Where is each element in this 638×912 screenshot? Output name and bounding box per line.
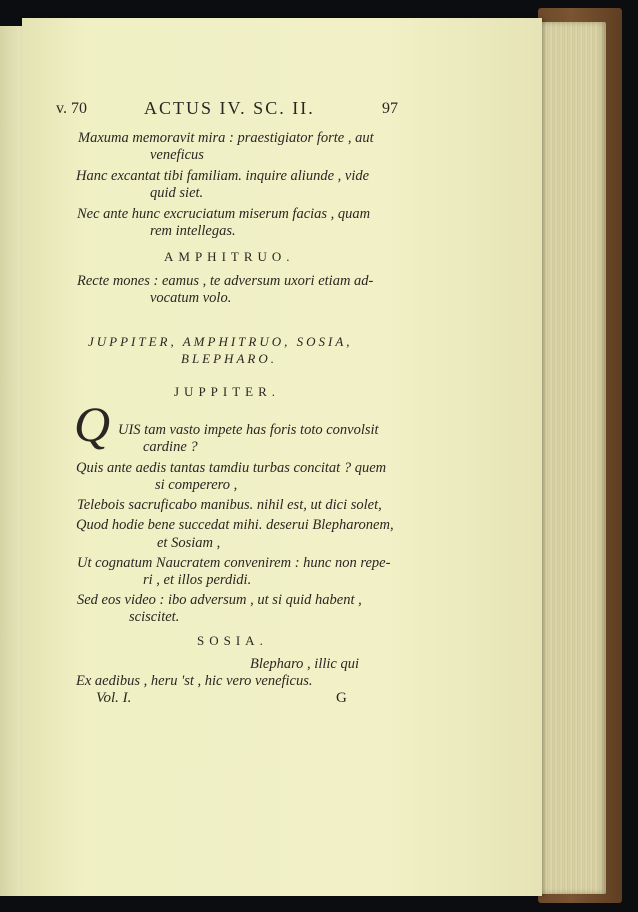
verse-line: vocatum volo. — [150, 290, 232, 306]
verse-line: Quis ante aedis tantas tamdiu turbas concitat ? quem — [76, 460, 387, 476]
verse-line: Maxuma memoravit mira : praestigiator forte , aut — [78, 130, 374, 146]
speaker-name: JUPPITER. — [174, 384, 281, 399]
verse-line: cardine ? — [143, 439, 198, 455]
header-title: ACTUS IV. SC. II. — [144, 98, 315, 118]
speaker-name: AMPHITRUO. — [164, 249, 295, 264]
verse-line: Blepharo , illic qui — [250, 656, 360, 672]
verse-line: veneficus — [150, 147, 204, 163]
header-verse-ref: v. 70 — [56, 100, 87, 117]
verse-line: Telebois sacruficabo manibus. nihil est, ut dici solet, — [77, 497, 382, 513]
page-number: 97 — [382, 100, 398, 117]
drop-capital: Q — [74, 396, 111, 452]
verse-line: Sed eos video : ibo adversum , ut si quid habent , — [77, 592, 362, 608]
verse-line: Recte mones : eamus , te adversum uxori etiam ad- — [77, 273, 374, 289]
verse-line: ri , et illos perdidi. — [143, 572, 252, 588]
verse-line: si comperero , — [155, 477, 238, 493]
signature-mark: G — [336, 690, 347, 706]
verse-line: Quod hodie bene succedat mihi. deserui Blepharonem, — [76, 517, 394, 533]
book-page — [22, 18, 542, 896]
verse-line: Nec ante hunc excruciatum miserum facias , quam — [77, 206, 371, 222]
verse-line: Ut cognatum Naucratem convenirem : hunc non repe- — [77, 555, 391, 571]
verse-line: UIS tam vasto impete has foris toto convolsit — [118, 422, 379, 438]
verse-line: et Sosiam , — [157, 535, 221, 551]
scene-heading: BLEPHARO. — [181, 351, 277, 366]
verse-line: rem intellegas. — [150, 223, 236, 239]
scene-heading: JUPPITER, AMPHITRUO, SOSIA, — [88, 334, 353, 349]
speaker-name: SOSIA. — [197, 633, 268, 648]
verse-line: Ex aedibus , heru 'st , hic vero veneficus. — [76, 673, 313, 689]
verse-line: Hanc excantat tibi familiam. inquire aliunde , vide — [76, 168, 370, 184]
facing-page-edge — [0, 26, 23, 896]
verse-line: quid siet. — [150, 185, 204, 201]
verse-line: sciscitet. — [129, 609, 180, 625]
running-header — [56, 100, 398, 122]
volume-note: Vol. I. — [96, 690, 132, 706]
